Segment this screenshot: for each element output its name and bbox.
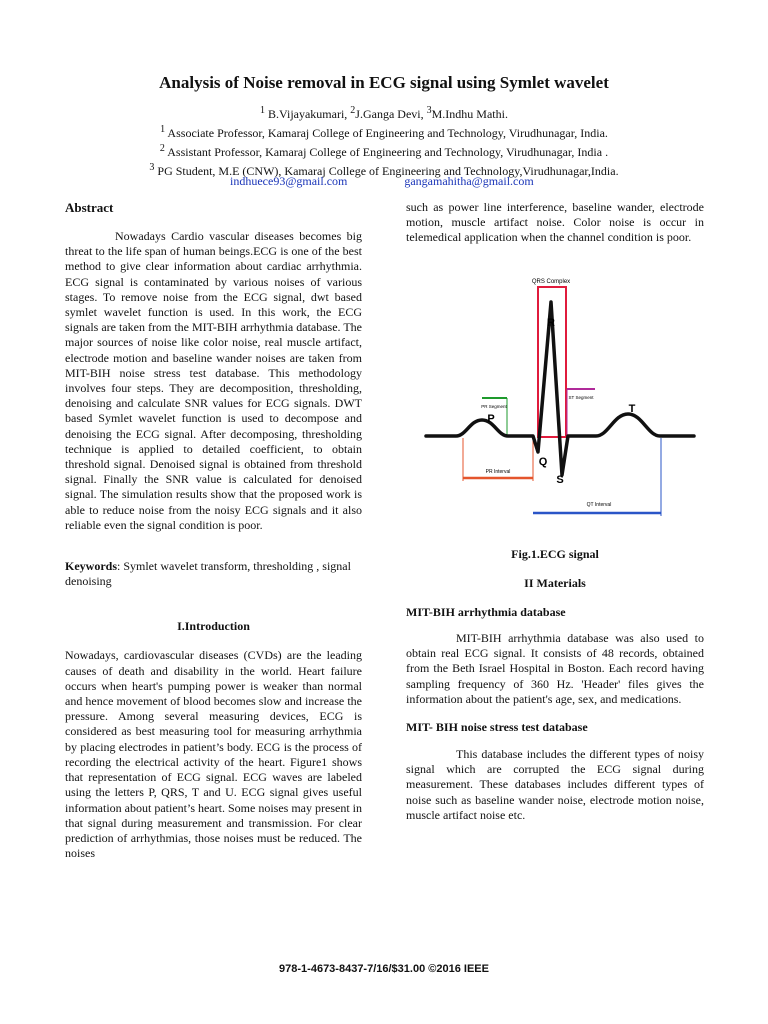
right-column-lower [406,547,704,823]
abstract-heading: Abstract [65,200,114,215]
st-segment-label: ST Segment [568,395,594,400]
author-block [0,103,768,179]
affiliation-2 [0,141,768,160]
ecg-waveform-trace [426,302,694,475]
r-wave-label: R [547,317,555,329]
email-link-2[interactable]: gangamahitha@gmail.com [404,174,534,188]
author-2-superscript: 2 [350,105,356,116]
author-1-superscript: 1 [260,105,266,116]
paper-title: Analysis of Noise removal in ECG signal using Symlet wavelet [159,73,609,92]
introduction-continued-text: such as power line interference, baseline wander, electrode motion, muscle artifact noise. Color noise is occur in telemedical application when the channel condition is poor. [406,200,704,245]
abstract-text: Nowadays Cardio vascular diseases becomes big threat to the life span of human beings.ECG is one of the best method to give clear information about cardiac arrhythmia. ECG signal is contaminated by various noises of various stages. To remove noise from the ECG signal, dwt based symlet wavelet function is used. In this work, the ECG signals are taken from the MIT-BIH arrhythmia database. The major sources of noise like color noise, real muscle artifact, electrode motion and baseline wander noises are taken from MIT-BIH noise stress test database. This methodology involves four steps. They are decomposition, thresholding, denoising and calculate SNR values for ECG signals. DWT based Symlet wavelet function is used to decompose and denoising the ECG signal. After decomposing, thresholding technique is applied to detailed coefficient, to obtain threshold signal. Denoised signal is obtained from threshold signal. Finally the SNR value is calculated for denoised signal. The simulation results show that the proposed work is able to reduce noise from the noisy ECG signals and it also reliable even the signal condition is poor. [65,229,362,532]
mitbih-arrhythmia-text: MIT-BIH arrhythmia database was also used to obtain real ECG signal. It consists of 48 records, obtained from the Beth Israel Hospital in Boston. Each record having sampling frequency of 360 Hz. 'Header' files gives the information about the patient's age, sex, and medications. [406,631,704,706]
affiliation-3-superscript: 3 [149,162,155,173]
affiliation-1-text: Associate Professor, Kamaraj College of Engineering and Technology, Virudhunagar, India. [165,126,608,140]
t-wave-label: T [628,403,636,415]
affiliation-3-text: PG Student, M.E (CNW), Kamaraj College of Engineering and Technology,Virudhunagar,India. [154,164,619,178]
keywords-text: : Symlet wavelet transform, thresholding , signal denoising [65,559,351,589]
copyright-footer: 978-1-4673-8437-7/16/$31.00 ©2016 IEEE [279,963,489,975]
author-3-superscript: 3 [426,105,432,116]
figure-caption: Fig.1.ECG signal [511,547,599,561]
email-link-1[interactable]: indhuece93@gmail.com [230,174,348,188]
noise-stress-test-text: This database includes the different types of noisy signal which are corrupted the ECG signal during measurement. These databases includes different types of noise such as baseline wander noise, electrode motion noise, muscle artifact noise etc. [406,747,704,822]
introduction-heading: I.Introduction [177,619,250,634]
ecg-signal-figure [410,275,702,520]
p-wave-label: P [487,413,495,425]
pr-segment-label: PR Segment [481,404,507,409]
q-wave-label: Q [538,456,548,468]
author-1-name: B.Vijayakumari, [265,107,351,121]
author-names [0,103,768,122]
noise-stress-test-heading: MIT- BIH noise stress test database [406,720,588,735]
materials-heading: II Materials [524,576,586,590]
author-3-name: M.Indhu Mathi. [431,107,508,121]
affiliation-1-superscript: 1 [160,124,166,135]
introduction-text: Nowadays, cardiovascular diseases (CVDs) are the leading causes of death and disability in the world. Heart failure occurs when heart's pumping power is weaker than normal and hence movement of blood becomes slow and increase the pressure. Among several measuring devices, ECG is considered as best measuring tool for measuring arrhythmia by placing electrodes in patient’s body. ECG is the process of recording the electrical activity of the heart. Figure1 shows that representation of ECG signal. ECG waves are labeled using the letters P, QRS, T and U. ECG signal gives useful information about patient’s heart. Some noises may present in that signal during measurement and transmission. For clear prediction of arrhythmias, those noises must be reduced. The noises [65,648,362,861]
author-2-name: J.Ganga Devi, [355,107,427,121]
qt-interval-label: QT Interval [586,502,612,508]
affiliation-2-text: Assistant Professor, Kamaraj College of Engineering and Technology, Virudhunagar, India . [164,145,609,159]
email-row [230,174,534,189]
affiliation-2-superscript: 2 [159,143,165,154]
qrs-complex-label: QRS Complex [531,279,571,285]
affiliation-1 [0,122,768,141]
mitbih-arrhythmia-heading: MIT-BIH arrhythmia database [406,605,566,619]
keywords-label: Keywords [65,559,117,574]
pr-interval-label: PR Interval [485,469,511,475]
left-column [65,200,362,861]
keywords [65,559,362,589]
right-column [406,200,704,246]
s-wave-label: S [556,474,564,486]
